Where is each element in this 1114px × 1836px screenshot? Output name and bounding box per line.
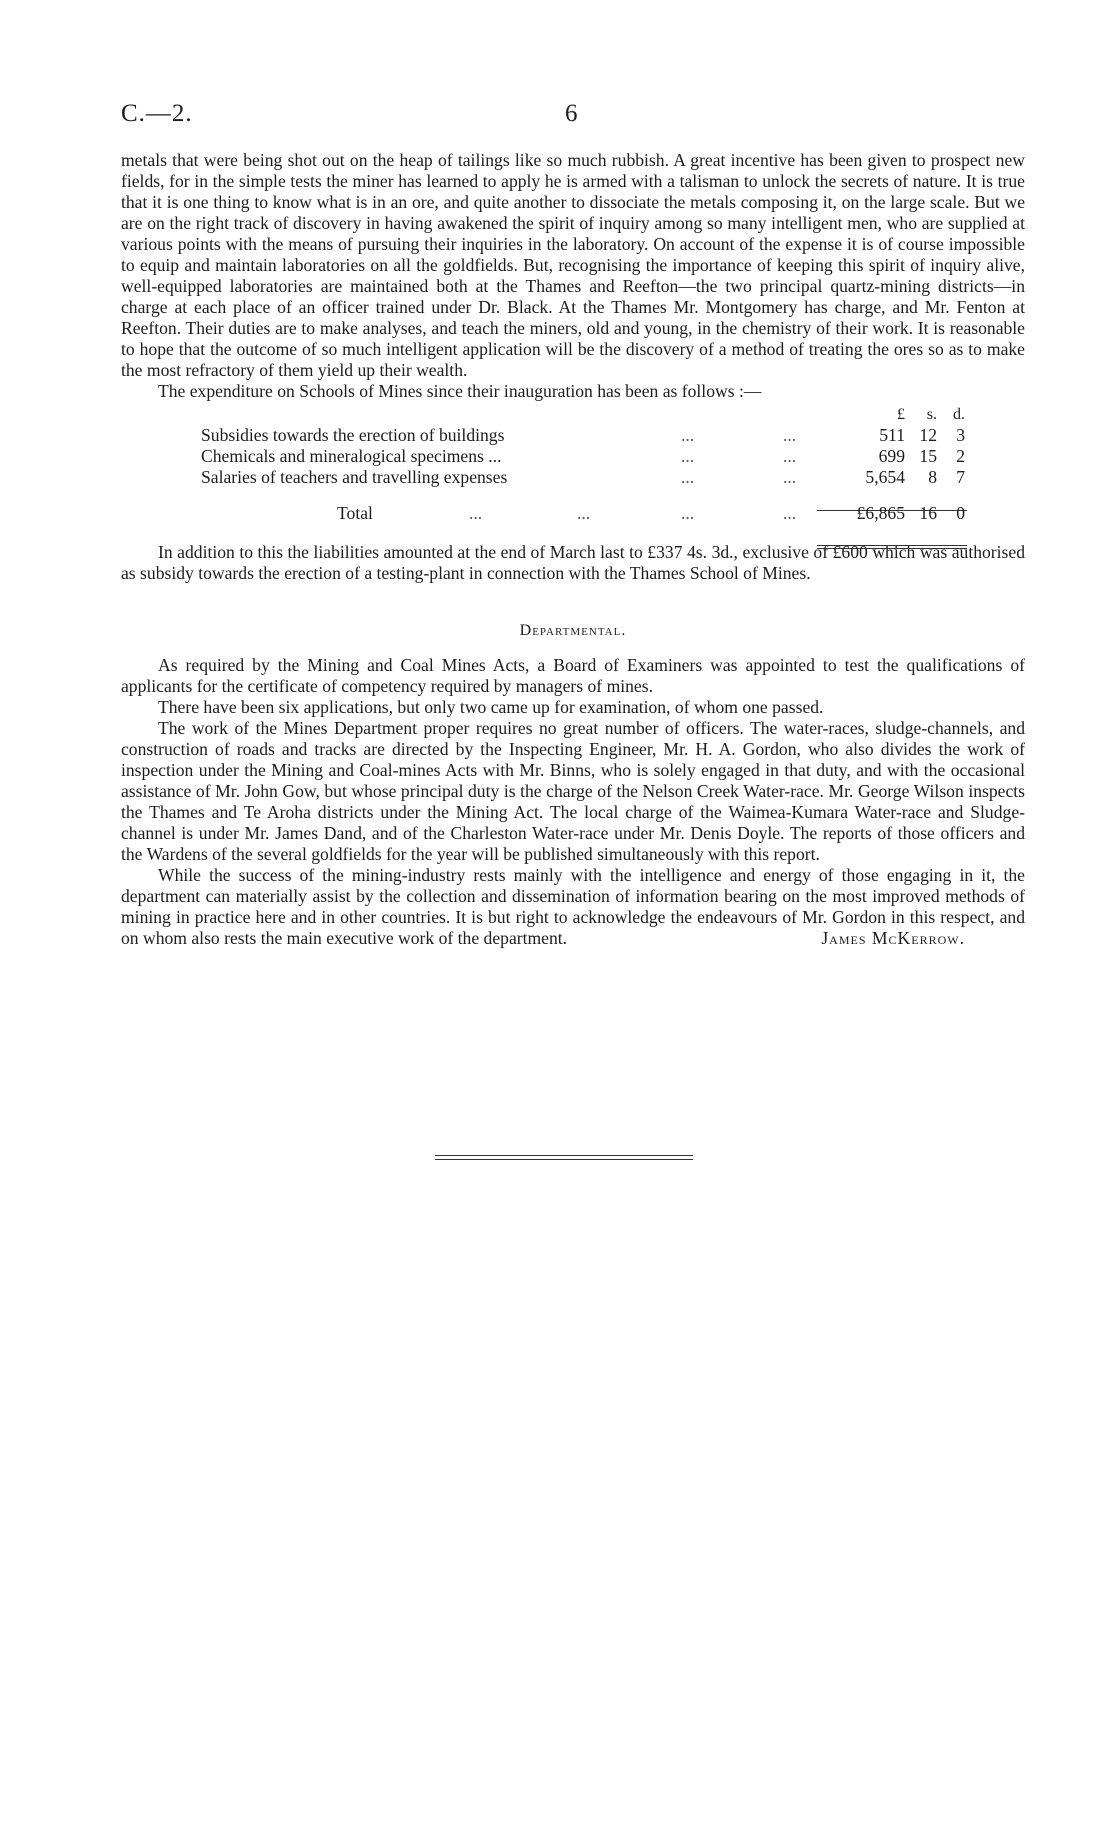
row-shillings: 8 [928, 467, 937, 487]
row-pence: 7 [956, 467, 965, 487]
end-rule [435, 1155, 693, 1160]
closing-block [121, 865, 1025, 949]
expenditure-table-header [121, 404, 1025, 425]
column-header-pence: d. [953, 406, 965, 423]
table-row [121, 425, 1025, 446]
row-pounds: 5,654 [865, 467, 905, 487]
row-pounds: 699 [878, 446, 905, 466]
total-pence: 0 [956, 503, 965, 523]
document-reference: C.—2. [121, 100, 193, 127]
row-pence: 3 [956, 425, 965, 445]
table-row [121, 446, 1025, 467]
column-header-shillings: s. [926, 406, 937, 423]
paragraph-expenditure-intro: The expenditure on Schools of Mines since their inauguration has been as follows :— [158, 381, 762, 401]
paragraph-closing: While the success of the mining-industry rests mainly with the intelligence and energy of those engaging in it, the department can materially assist by the collection and dissemination of information bearing on the most improved methods of mining in practice here and in other countries. It is but right to acknowledge the endeavours of Mr. Gordon in this respect, and on whom also rests the main executive work of the department. [121, 865, 1025, 948]
row-label: Salaries of teachers and travelling expenses [201, 467, 508, 487]
paragraph-applications: There have been six applications, but only two came up for examination, of whom one passed. [158, 697, 824, 717]
column-header-pounds: £ [897, 406, 905, 423]
row-label: Chemicals and mineralogical specimens ... [201, 446, 502, 466]
leader-dots: ... [783, 446, 797, 466]
expenditure-table [121, 404, 1025, 524]
table-row [121, 467, 1025, 488]
page-header [121, 100, 1021, 134]
total-pounds: £6,865 [856, 503, 905, 523]
paragraph-examiners: As required by the Mining and Coal Mines Acts, a Board of Examiners was appointed to test the qualifications of applicants for the certificate of competency required by managers of mines. [121, 655, 1025, 696]
row-label: Subsidies towards the erection of buildings [201, 425, 505, 445]
table-row-total [121, 503, 1025, 524]
document-body [121, 150, 1025, 949]
row-pounds: 511 [879, 425, 905, 445]
leader-dots: ... [783, 503, 797, 523]
paragraph-department-work: The work of the Mines Department proper requires no great number of officers. The water-races, sludge-channels, and construction of roads and tracks are directed by the Inspecting Engineer, Mr. H. A. Gordon, who also divides the work of inspection under the Mining and Coal-mines Acts with Mr. Binns, who is solely engaged in that duty, and with the occasional assistance of Mr. John Gow, but whose principal duty is the charge of the Nelson Creek Water-race. Mr. George Wilson inspects the Thames and Te Aroha districts under the Mining Act. The local charge of the Waimea-Kumara Water-race and Sludge-channel is under Mr. James Dand, and of the Charleston Water-race under Mr. Denis Doyle. The reports of those officers and the Wardens of the several goldfields for the year will be published simultaneously with this report. [121, 718, 1025, 864]
row-shillings: 15 [919, 446, 937, 466]
leader-dots: ... [681, 425, 695, 445]
leader-dots: ... [783, 467, 797, 487]
leader-dots: ... [681, 446, 695, 466]
total-label: Total [337, 503, 373, 523]
row-pence: 2 [956, 446, 965, 466]
leader-dots: ... [783, 425, 797, 445]
leader-dots: ... [577, 503, 591, 523]
section-heading: Departmental. [519, 622, 627, 639]
leader-dots: ... [681, 467, 695, 487]
leader-dots: ... [469, 503, 483, 523]
signature: James McKerrow. [815, 928, 965, 949]
row-shillings: 12 [919, 425, 937, 445]
page-number: 6 [565, 100, 578, 127]
paragraph-liabilities: In addition to this the liabilities amounted at the end of March last to £337 4s. 3d., exclusive of £600 which was authorised as subsidy towards the erection of a testing-plant in connection with the Thames School of Mines. [121, 542, 1025, 583]
total-shillings: 16 [919, 503, 937, 523]
total-double-rule [817, 545, 967, 549]
leader-dots: ... [681, 503, 695, 523]
paragraph-intro: metals that were being shot out on the heap of tailings like so much rubbish. A great incentive has been given to prospect new fields, for in the simple tests the miner has learned to apply he is armed with a talisman to unlock the secrets of nature. It is true that it is one thing to know what is in an ore, and quite another to dissociate the metals composing it, on the large scale. But we are on the right track of discovery in having awakened the spirit of inquiry among so many intelligent men, who are supplied at various points with the means of pursuing their inquiries in the laboratory. On account of the expense it is of course impossible to equip and maintain laboratories on all the goldfields. But, recognising the importance of keeping this spirit of inquiry alive, well-equipped laboratories are maintained both at the Thames and Reefton—the two principal quartz-mining districts—in charge at each place of an officer trained under Dr. Black. At the Thames Mr. Montgomery has charge, and Mr. Fenton at Reefton. Their duties are to make analyses, and teach the miners, old and young, in the chemistry of their work. It is reasonable to hope that the outcome of so much intelligent application will be the discovery of a method of treating the ores so as to make the most refractory of them yield up their wealth. [121, 150, 1025, 380]
